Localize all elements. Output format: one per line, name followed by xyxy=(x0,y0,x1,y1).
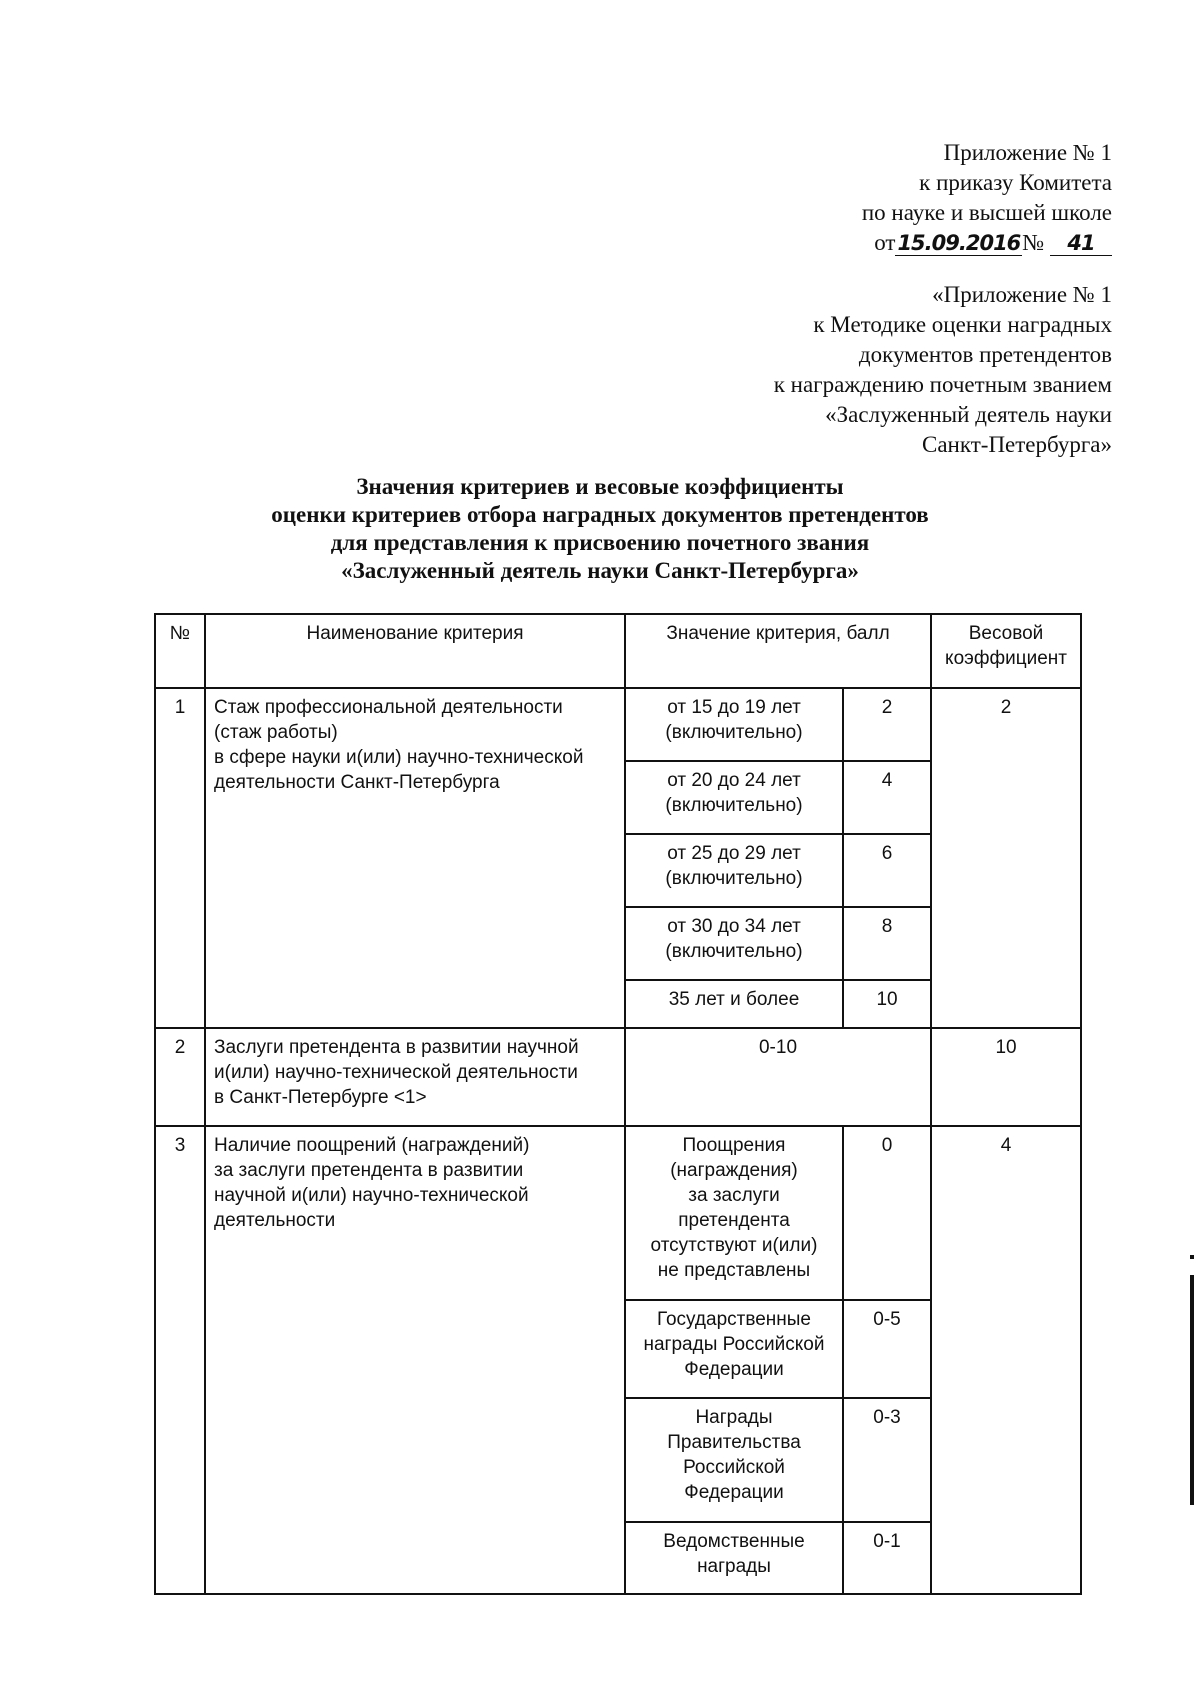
weight-coefficient: 4 xyxy=(931,1126,1081,1594)
attachment-line-1: Приложение № 1 xyxy=(943,140,1112,165)
criterion-name-line: Стаж профессиональной деятельности xyxy=(214,697,563,718)
attachment-header xyxy=(862,138,1112,258)
methodology-line-2: к Методике оценки наградных xyxy=(813,312,1112,337)
value-line: от 30 до 34 лет xyxy=(667,916,801,937)
value-line: не представлены xyxy=(657,1260,811,1281)
value-line: Российской xyxy=(683,1457,785,1478)
row-number: 1 xyxy=(155,688,205,1028)
header-weight-line-2: коэффициент xyxy=(945,648,1067,669)
score: 6 xyxy=(843,834,931,907)
score: 0-3 xyxy=(843,1398,931,1522)
value-line: от 15 до 19 лет xyxy=(667,697,801,718)
header-weight xyxy=(931,614,1081,688)
criterion-name-line: (стаж работы) xyxy=(214,722,338,743)
value-line: Награды xyxy=(695,1407,773,1428)
value-line: (включительно) xyxy=(665,868,803,889)
handwritten-number: 41 xyxy=(1050,231,1112,256)
scan-edge-mark xyxy=(1190,1255,1194,1259)
score: 0-1 xyxy=(843,1522,931,1594)
value-line: (включительно) xyxy=(665,795,803,816)
title-line-2: оценки критериев отбора наградных документов претендентов xyxy=(271,502,929,527)
criterion-name-line: Наличие поощрений (награждений) xyxy=(214,1135,530,1156)
value-line: награды xyxy=(697,1556,771,1577)
value-line: претендента xyxy=(678,1210,790,1231)
criterion-value xyxy=(625,761,843,834)
attachment-line-3: по науке и высшей школе xyxy=(861,200,1112,225)
document-title xyxy=(0,473,1200,585)
criterion-name-line: за заслуги претендента в развитии xyxy=(214,1160,524,1181)
row-number: 2 xyxy=(155,1028,205,1126)
header-number: № xyxy=(155,614,205,688)
methodology-line-6: Санкт-Петербурга» xyxy=(922,432,1112,457)
criterion-name-line: в сфере науки и(или) научно-технической xyxy=(214,747,584,768)
title-line-1: Значения критериев и весовые коэффициенты xyxy=(356,474,844,499)
value-line: от 25 до 29 лет xyxy=(667,843,801,864)
value-line: награды Российской xyxy=(643,1334,825,1355)
criterion-name-line: в Санкт-Петербурге <1> xyxy=(214,1087,427,1108)
criterion-value xyxy=(625,1126,843,1300)
value-line: (награждения) xyxy=(670,1160,798,1181)
criterion-name-line: деятельности xyxy=(214,1210,336,1231)
number-sign: № xyxy=(1022,230,1045,255)
criterion-name xyxy=(205,688,625,1028)
methodology-line-5: «Заслуженный деятель науки xyxy=(825,402,1112,427)
criterion-name-line: научной и(или) научно-технической xyxy=(214,1185,529,1206)
value-line: Федерации xyxy=(684,1359,784,1380)
methodology-line-1: «Приложение № 1 xyxy=(932,282,1112,307)
header-criterion-name: Наименование критерия xyxy=(205,614,625,688)
criterion-name xyxy=(205,1028,625,1126)
score: 0-5 xyxy=(843,1300,931,1398)
score: 4 xyxy=(843,761,931,834)
value-line: (включительно) xyxy=(665,941,803,962)
header-weight-line-1: Весовой xyxy=(968,623,1044,644)
value-line: Правительства xyxy=(667,1432,801,1453)
criterion-value xyxy=(625,980,843,1028)
scan-edge-mark xyxy=(1190,1275,1194,1505)
value-line: Федерации xyxy=(684,1482,784,1503)
table-row xyxy=(155,1028,1081,1126)
weight-coefficient: 10 xyxy=(931,1028,1081,1126)
title-line-3: для представления к присвоению почетного звания xyxy=(330,530,870,555)
score: 8 xyxy=(843,907,931,980)
table-row xyxy=(155,1126,1081,1300)
value-line: Государственные xyxy=(656,1309,812,1330)
criterion-value xyxy=(625,1398,843,1522)
value-line: (включительно) xyxy=(665,722,803,743)
value-line: Ведомственные xyxy=(663,1531,805,1552)
attachment-date-line xyxy=(862,228,1112,258)
criterion-value xyxy=(625,1522,843,1594)
criterion-name-line: и(или) научно-технической деятельности xyxy=(214,1062,578,1083)
criterion-value xyxy=(625,907,843,980)
criterion-name xyxy=(205,1126,625,1594)
criterion-value xyxy=(625,1300,843,1398)
weight-coefficient: 2 xyxy=(931,688,1081,1028)
handwritten-date: 15.09.2016 xyxy=(897,231,1021,255)
criterion-value: 0-10 xyxy=(625,1028,931,1126)
attachment-line-2: к приказу Комитета xyxy=(919,170,1112,195)
methodology-reference xyxy=(774,280,1112,460)
criterion-name-line: Заслуги претендента в развитии научной xyxy=(214,1037,579,1058)
score: 0 xyxy=(843,1126,931,1300)
methodology-line-3: документов претендентов xyxy=(858,342,1112,367)
value-line: Поощрения xyxy=(682,1135,786,1156)
value-line: за заслуги xyxy=(688,1185,780,1206)
header-criterion-value: Значение критерия, балл xyxy=(625,614,931,688)
value-line: от 20 до 24 лет xyxy=(667,770,801,791)
criterion-value xyxy=(625,834,843,907)
criterion-name-line: деятельности Санкт-Петербурга xyxy=(214,772,500,793)
criteria-table xyxy=(154,613,1082,1595)
from-label: от xyxy=(874,230,896,255)
title-line-4: «Заслуженный деятель науки Санкт-Петербурга» xyxy=(341,558,859,583)
value-line: отсутствуют и(или) xyxy=(650,1235,818,1256)
value-line: 35 лет и более xyxy=(668,989,800,1010)
table-header-row xyxy=(155,614,1081,688)
row-number: 3 xyxy=(155,1126,205,1594)
criterion-value xyxy=(625,688,843,761)
score: 2 xyxy=(843,688,931,761)
methodology-line-4: к награждению почетным званием xyxy=(773,372,1112,397)
score: 10 xyxy=(843,980,931,1028)
table-row xyxy=(155,688,1081,761)
